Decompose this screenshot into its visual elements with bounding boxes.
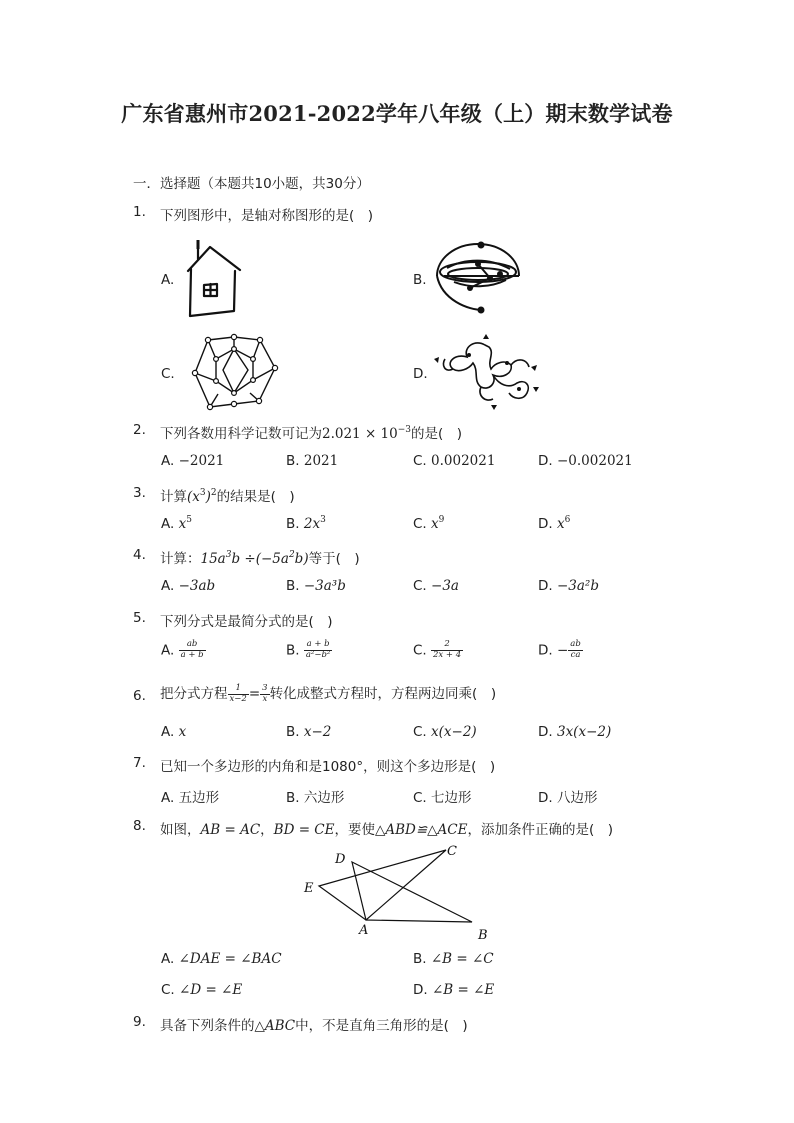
option-a: A. $x^5$ bbox=[161, 515, 192, 532]
option-a: A. $\frac{ab}{a + b}$ bbox=[161, 639, 204, 660]
question-number: 6. bbox=[133, 688, 146, 704]
page-title: 广东省惠州市2021-2022学年八年级（上）期末数学试卷 bbox=[121, 101, 673, 126]
option-b: B. −3a³b bbox=[286, 578, 346, 594]
option-b: B. 六边形 bbox=[286, 790, 345, 806]
option-a: A. x bbox=[161, 724, 187, 740]
option-c: C. $\frac{2}{2x + 4}$ bbox=[413, 639, 462, 660]
option-c: C. −3a bbox=[413, 578, 459, 594]
label-b: B bbox=[478, 928, 488, 943]
sphere-figure bbox=[430, 238, 525, 318]
question-number: 5. bbox=[133, 610, 146, 626]
option-d: D. 3x(x−2) bbox=[538, 724, 612, 740]
question-number: 3. bbox=[133, 485, 146, 501]
question-text: 下列各数用科学记数可记为$2.021 \times 10^{-3}$的是( ) bbox=[160, 425, 463, 442]
question-number: 7. bbox=[133, 755, 146, 771]
question-number: 8. bbox=[133, 818, 146, 834]
label-c: C bbox=[447, 844, 457, 859]
question-text: 如图，AB = AC，BD = CE，要使△ABD≌△ACE，添加条件正确的是( ) bbox=[160, 822, 614, 838]
question-number: 1. bbox=[133, 204, 146, 220]
question-number: 4. bbox=[133, 547, 146, 563]
option-label: B. bbox=[413, 272, 427, 288]
option-d: D. −0.002021 bbox=[538, 453, 633, 469]
question-text: 下列图形中，是轴对称图形的是( ) bbox=[160, 208, 374, 224]
question-text: 把分式方程 $\frac{1}{x-2}$ = $\frac{3}{x}$ 转化成整式方程时，方程两边同乘( ) bbox=[160, 682, 497, 704]
option-c: C. ∠D = ∠E bbox=[161, 982, 243, 998]
option-label: D. bbox=[413, 366, 428, 382]
triangle-figure bbox=[300, 838, 500, 944]
option-b: B. $2x^3$ bbox=[286, 515, 326, 532]
option-a: A. 五边形 bbox=[161, 790, 220, 806]
option-d: D. ∠B = ∠E bbox=[413, 982, 495, 998]
option-label: A. bbox=[161, 272, 175, 288]
question-number: 2. bbox=[133, 422, 146, 438]
fractal-figure bbox=[433, 333, 545, 411]
option-c: C. $x^9$ bbox=[413, 515, 445, 532]
question-text: 计算$(x^3)^2$的结果是( ) bbox=[160, 488, 295, 505]
question-text: 具备下列条件的△ABC中，不是直角三角形的是( ) bbox=[160, 1018, 468, 1034]
option-b: B. 2021 bbox=[286, 453, 339, 469]
label-d: D bbox=[335, 852, 346, 867]
option-b: B. $\frac{a + b}{\text{a²−b²}}$ bbox=[286, 639, 331, 660]
question-text: 已知一个多边形的内角和是1080°，则这个多边形是( ) bbox=[160, 759, 496, 775]
option-b: B. x−2 bbox=[286, 724, 332, 740]
option-a: A. −3ab bbox=[161, 578, 216, 594]
question-text: 计算：$15a^3b \div(-5a^2b)$等于( ) bbox=[160, 550, 360, 567]
option-d: D. $x^6$ bbox=[538, 515, 571, 532]
house-figure bbox=[180, 237, 245, 319]
option-label: C. bbox=[161, 366, 175, 382]
section-heading: 一．选择题（本题共10小题，共30分） bbox=[133, 176, 370, 192]
option-a: A. ∠DAE = ∠BAC bbox=[161, 951, 282, 967]
option-c: C. x(x−2) bbox=[413, 724, 477, 740]
option-c: C. 七边形 bbox=[413, 790, 472, 806]
question-text: 下列分式是最简分式的是( ) bbox=[160, 614, 333, 630]
label-a: A bbox=[359, 923, 369, 938]
option-d: D. − $\frac{ab}{ca}$ bbox=[538, 639, 581, 660]
option-c: C. 0.002021 bbox=[413, 453, 496, 469]
option-a: A. −2021 bbox=[161, 453, 225, 469]
option-d: D. 八边形 bbox=[538, 790, 598, 806]
question-number: 9. bbox=[133, 1014, 146, 1030]
option-d: D. −3a²b bbox=[538, 578, 599, 594]
option-b: B. ∠B = ∠C bbox=[413, 951, 494, 967]
label-e: E bbox=[304, 881, 314, 896]
hexagon-figure bbox=[188, 333, 280, 411]
